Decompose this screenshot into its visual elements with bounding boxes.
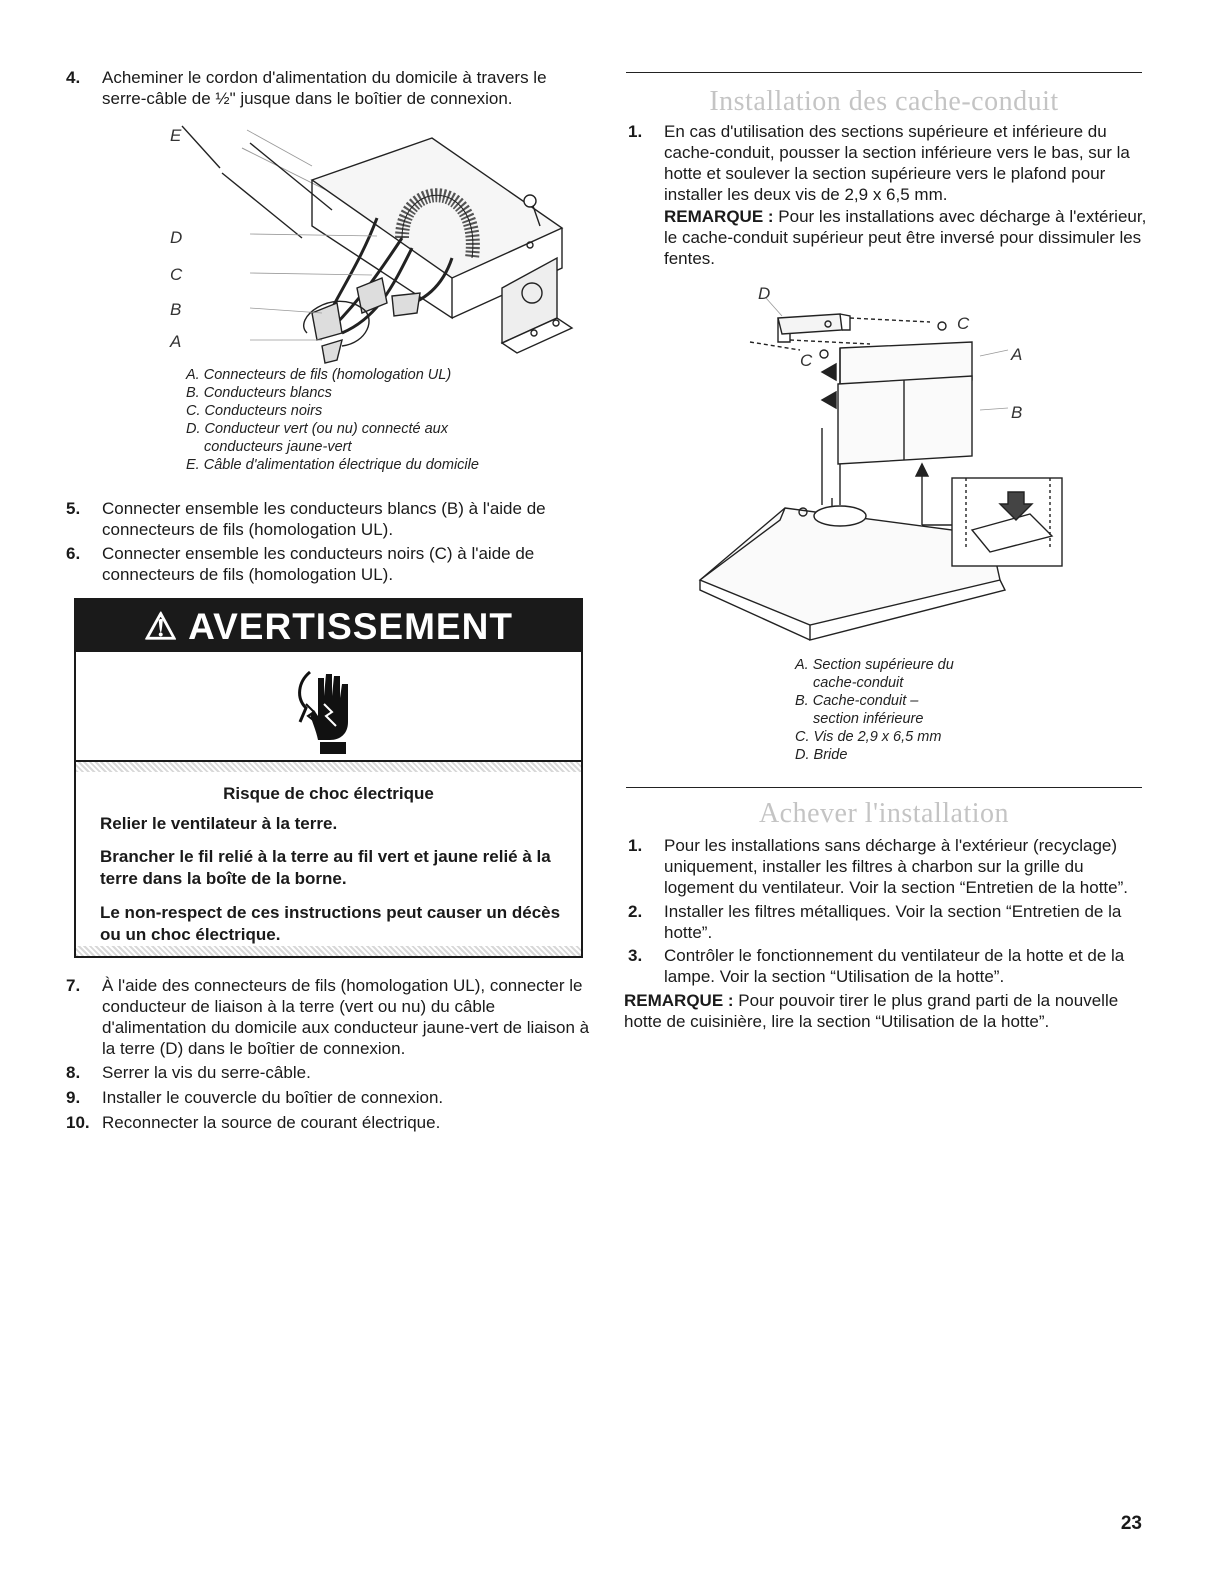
step-text: Connecter ensemble les conducteurs blancs (B) à l'aide de connecteurs de fils (homologation UL).: [102, 499, 546, 539]
electric-shock-hand-icon: [288, 664, 368, 756]
caption-line: C. Conducteurs noirs: [186, 403, 323, 419]
step-text: Installer le couvercle du boîtier de connexion.: [102, 1088, 444, 1107]
fig1-label-c: C: [170, 265, 183, 284]
warning-title: [76, 608, 581, 646]
step-number: 10.: [66, 1113, 90, 1132]
step-number: 1.: [628, 836, 643, 855]
fig2-label-b: B: [1011, 403, 1023, 422]
caption-line: B. Cache-conduit –: [795, 693, 919, 709]
caption-line: D. Bride: [795, 747, 848, 763]
hazard-title: Risque de choc électrique: [223, 784, 434, 803]
wiring-diagram: [162, 118, 622, 368]
section-heading-achever: Achever l'installation: [758, 798, 1010, 829]
warning-triangle-icon: ⚠︎: [144, 606, 179, 647]
step-number: 8.: [66, 1063, 81, 1082]
warning-box: [74, 598, 583, 958]
warning-divider: [76, 760, 581, 772]
caption-line: A. Connecteurs de fils (homologation UL): [186, 367, 452, 383]
step-number: 2.: [628, 902, 643, 921]
caption-line: section inférieure: [813, 711, 924, 727]
step-text: Installer les filtres métalliques. Voir la section “Entretien de la hotte”.: [664, 902, 1122, 942]
fig1-label-a: A: [170, 332, 182, 351]
caption-line: E. Câble d'alimentation électrique du domicile: [186, 457, 479, 473]
step-number: 3.: [628, 946, 643, 965]
remark-text: Pour pouvoir tirer le plus grand parti de la nouvelle hotte de cuisinière, lire la section “Utilisation de la hotte”.: [624, 991, 1119, 1031]
warning-bottom-band: [76, 946, 581, 956]
caption-line: C. Vis de 2,9 x 6,5 mm: [795, 729, 942, 745]
step-text: Pour les installations sans décharge à l'extérieur (recyclage) uniquement, installer les filtres à charbon sur la grille du logement du ventilateur. Voir la section “Entretien de la hotte”.: [664, 836, 1128, 897]
step-7: [66, 975, 591, 1059]
caption-line: conducteurs jaune-vert: [204, 439, 352, 455]
step-text: Acheminer le cordon d'alimentation du domicile à travers le serre-câble de ½" jusque dans le boîtier de connexion.: [102, 68, 547, 108]
warning-line-1: Relier le ventilateur à la terre.: [100, 814, 338, 833]
fig2-label-a: A: [1011, 345, 1023, 364]
fig2-label-d: D: [758, 284, 771, 303]
step-text: Reconnecter la source de courant électrique.: [102, 1113, 441, 1132]
section-rule: [626, 72, 1142, 73]
remark-label: REMARQUE :: [624, 991, 734, 1010]
step-10: [66, 1112, 591, 1133]
fig2-label-c-top: C: [957, 314, 970, 333]
step-5: [66, 498, 591, 540]
step-number: 1.: [628, 122, 643, 141]
caption-line: A. Section supérieure du: [795, 657, 954, 673]
step-number: 6.: [66, 544, 81, 563]
page-number: 23: [1120, 1513, 1142, 1534]
fig2-label-c-left: C: [800, 351, 813, 370]
remark-1: [628, 206, 1153, 269]
step-number: 7.: [66, 976, 81, 995]
caption-line: D. Conducteur vert (ou nu) connecté aux: [186, 421, 448, 437]
warning-line-3: Le non-respect de ces instructions peut causer un décès ou un choc électrique.: [100, 903, 561, 944]
fig1-captions: [186, 366, 479, 474]
finish-step-3: [628, 945, 1153, 987]
finish-step-2: [628, 901, 1153, 943]
step-number: 4.: [66, 68, 81, 87]
caption-line: cache-conduit: [813, 675, 904, 691]
fig2-captions: [795, 656, 954, 764]
warning-line-2: Brancher le fil relié à la terre au fil vert et jaune relié à la terre dans la boîte de la borne.: [100, 847, 551, 888]
fig1-label-b: B: [170, 300, 182, 319]
remark-label: REMARQUE :: [664, 207, 774, 226]
step-text: Connecter ensemble les conducteurs noirs (C) à l'aide de connecteurs de fils (homologation UL).: [102, 544, 535, 584]
duct-cover-diagram: [690, 280, 1070, 650]
fig1-label-d: D: [170, 228, 183, 247]
warning-header: [76, 600, 581, 652]
step-6: [66, 543, 591, 585]
fig1-label-e: E: [170, 126, 182, 145]
step-number: 5.: [66, 499, 81, 518]
step-text: Contrôler le fonctionnement du ventilateur de la hotte et de la lampe. Voir la section “Utilisation de la hotte”.: [664, 946, 1125, 986]
step-4: [66, 67, 591, 109]
remark-text-wrap: [664, 206, 1153, 269]
step-text: À l'aide des connecteurs de fils (homologation UL), connecter le conducteur de liaison à la terre (vert ou nu) du câble d'alimentation du domicile aux conducteur jaune-vert de liaison à la terre (D) dans le boîtier de connexion.: [102, 976, 590, 1058]
finish-step-1: [628, 835, 1153, 898]
step-text: En cas d'utilisation des sections supérieure et inférieure du cache-conduit, pousser la section inférieure vers le bas, sur la hotte et soulever la section supérieure vers le plafond pour installer les deux vis de 2,9 x 6,5 mm.: [664, 122, 1130, 204]
caption-line: B. Conducteurs blancs: [186, 385, 332, 401]
warning-title-text: AVERTISSEMENT: [188, 606, 513, 647]
remark-2: [624, 990, 1154, 1032]
section-rule: [626, 787, 1142, 788]
install-step-1: [628, 121, 1153, 205]
step-9: [66, 1087, 591, 1108]
step-text: Serrer la vis du serre-câble.: [102, 1063, 311, 1082]
remark-text: Pour les installations avec décharge à l'extérieur, le cache-conduit supérieur peut être inversé pour dissimuler les fentes.: [664, 207, 1147, 268]
step-8: [66, 1062, 591, 1083]
section-heading-cache-conduit: Installation des cache-conduit: [709, 86, 1059, 117]
step-number: 9.: [66, 1088, 81, 1107]
